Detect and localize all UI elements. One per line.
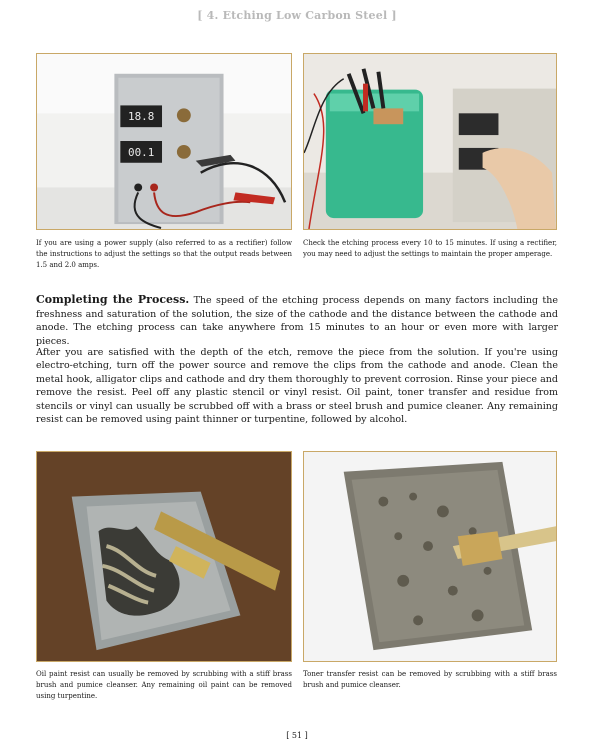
- caption-rectifier-check: Check the etching process every 10 to 15 minutes. If using a rectifier, you may need to adjust the settings to maintain the proper amperage.: [303, 239, 557, 258]
- display-top-value: 18.8: [128, 110, 155, 124]
- paragraph-2: After you are satisfied with the depth of the etch, remove the piece from the solution. If you're using electro-etching, turn off the power source and remove the clips from the cathode and anode. Clean the metal hook, alligator clips and cathode and dry them thoroughly to prevent corrosion. Rinse your piece and remove the resist. Peel off any plastic stencil or vinyl resist. Oil paint, toner transfer and residue from stencils or vinyl can usually be scrubbed off with a brass or steel brush and pumice cleaner. Any remaining resist can be removed using paint thinner or turpentine, followed by alcohol.: [36, 347, 558, 426]
- completing-paragraph: [36, 292, 558, 348]
- photo-rectifier-check: [303, 53, 557, 230]
- section-heading: Completing the Process.: [36, 293, 190, 306]
- caption-oil-paint-resist: Oil paint resist can usually be removed by scrubbing with a stiff brass brush and pumice cleanser. Any remaining oil paint can be removed using turpentine.: [36, 670, 292, 700]
- caption-power-supply: If you are using a power supply (also referred to as a rectifier) follow the instructions to adjust the settings so that the output reads between 1.5 and 2.0 amps.: [36, 239, 292, 269]
- caption-toner-resist: Toner transfer resist can be removed by scrubbing with a stiff brass brush and pumice cleanser.: [303, 670, 557, 689]
- paragraph-1-text: The speed of the etching process depends on many factors including the freshness and saturation of the solution, the size of the cathode and the distance between the cathode and anode. The etching process can take anywhere from 15 minutes to an hour or even more with larger pieces.: [36, 295, 558, 347]
- chapter-header: [ 4. Etching Low Carbon Steel ]: [197, 9, 397, 22]
- display-bottom-value: 00.1: [128, 145, 155, 159]
- page-number: [ 51 ]: [286, 731, 308, 740]
- photo-toner-resist: [303, 451, 557, 662]
- photo-oil-paint-resist: [36, 451, 292, 662]
- photo-power-supply: [36, 53, 292, 230]
